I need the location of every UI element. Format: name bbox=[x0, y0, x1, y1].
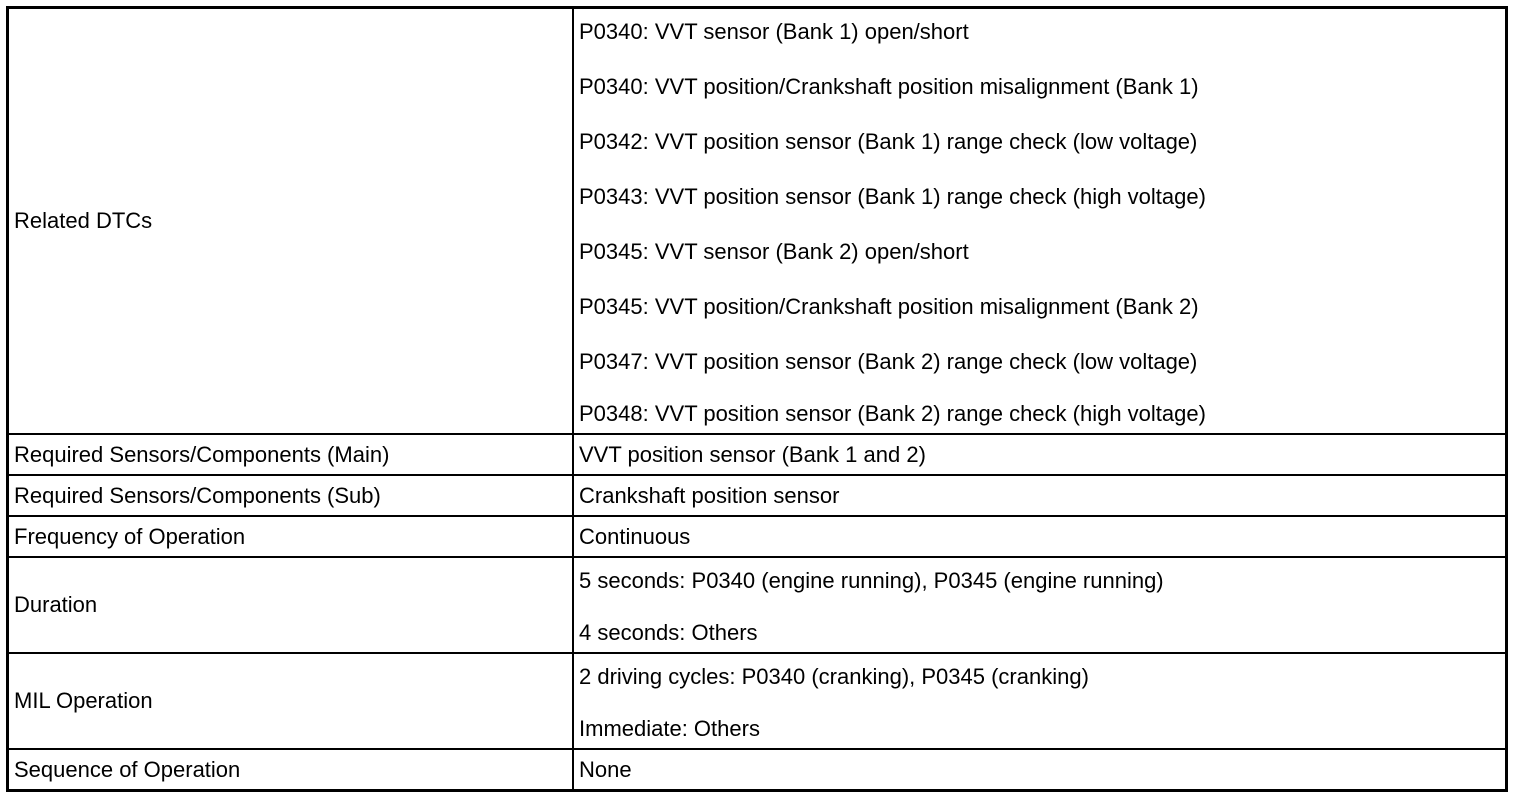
dtc-entry: P0348: VVT position sensor (Bank 2) range check (high voltage) bbox=[579, 400, 1206, 426]
row-label: MIL Operation bbox=[8, 653, 574, 749]
dtc-entry: P0340: VVT sensor (Bank 1) open/short bbox=[579, 18, 969, 44]
table-row-required-sub bbox=[8, 475, 1507, 516]
dtc-entry: P0345: VVT sensor (Bank 2) open/short bbox=[579, 238, 969, 264]
dtc-entry: P0342: VVT position sensor (Bank 1) range check (low voltage) bbox=[579, 128, 1198, 154]
row-value: Continuous bbox=[573, 516, 1507, 557]
dtc-entry: P0345: VVT position/Crankshaft position misalignment (Bank 2) bbox=[579, 293, 1199, 319]
row-value bbox=[573, 557, 1507, 653]
row-value: VVT position sensor (Bank 1 and 2) bbox=[573, 434, 1507, 475]
table-row-required-main bbox=[8, 434, 1507, 475]
dtc-entry: P0347: VVT position sensor (Bank 2) range check (low voltage) bbox=[579, 348, 1198, 374]
table-row-related-dtcs bbox=[8, 8, 1507, 435]
row-label: Required Sensors/Components (Sub) bbox=[8, 475, 574, 516]
dtc-entry: P0340: VVT position/Crankshaft position misalignment (Bank 1) bbox=[579, 73, 1199, 99]
row-label: Sequence of Operation bbox=[8, 749, 574, 791]
table-row-sequence bbox=[8, 749, 1507, 791]
duration-entry: 5 seconds: P0340 (engine running), P0345 (engine running) bbox=[579, 567, 1164, 593]
monitor-spec-table bbox=[6, 6, 1508, 792]
row-value bbox=[573, 653, 1507, 749]
row-value bbox=[573, 8, 1507, 435]
row-value: Crankshaft position sensor bbox=[573, 475, 1507, 516]
row-label: Related DTCs bbox=[8, 8, 574, 435]
mil-entry: 2 driving cycles: P0340 (cranking), P0345 (cranking) bbox=[579, 663, 1089, 689]
dtc-entry: P0343: VVT position sensor (Bank 1) range check (high voltage) bbox=[579, 183, 1206, 209]
duration-entry: 4 seconds: Others bbox=[579, 619, 758, 645]
row-label: Frequency of Operation bbox=[8, 516, 574, 557]
row-label: Duration bbox=[8, 557, 574, 653]
row-value: None bbox=[573, 749, 1507, 791]
table-row-duration bbox=[8, 557, 1507, 653]
table-row-frequency bbox=[8, 516, 1507, 557]
row-label: Required Sensors/Components (Main) bbox=[8, 434, 574, 475]
table-row-mil-operation bbox=[8, 653, 1507, 749]
mil-entry: Immediate: Others bbox=[579, 715, 760, 741]
